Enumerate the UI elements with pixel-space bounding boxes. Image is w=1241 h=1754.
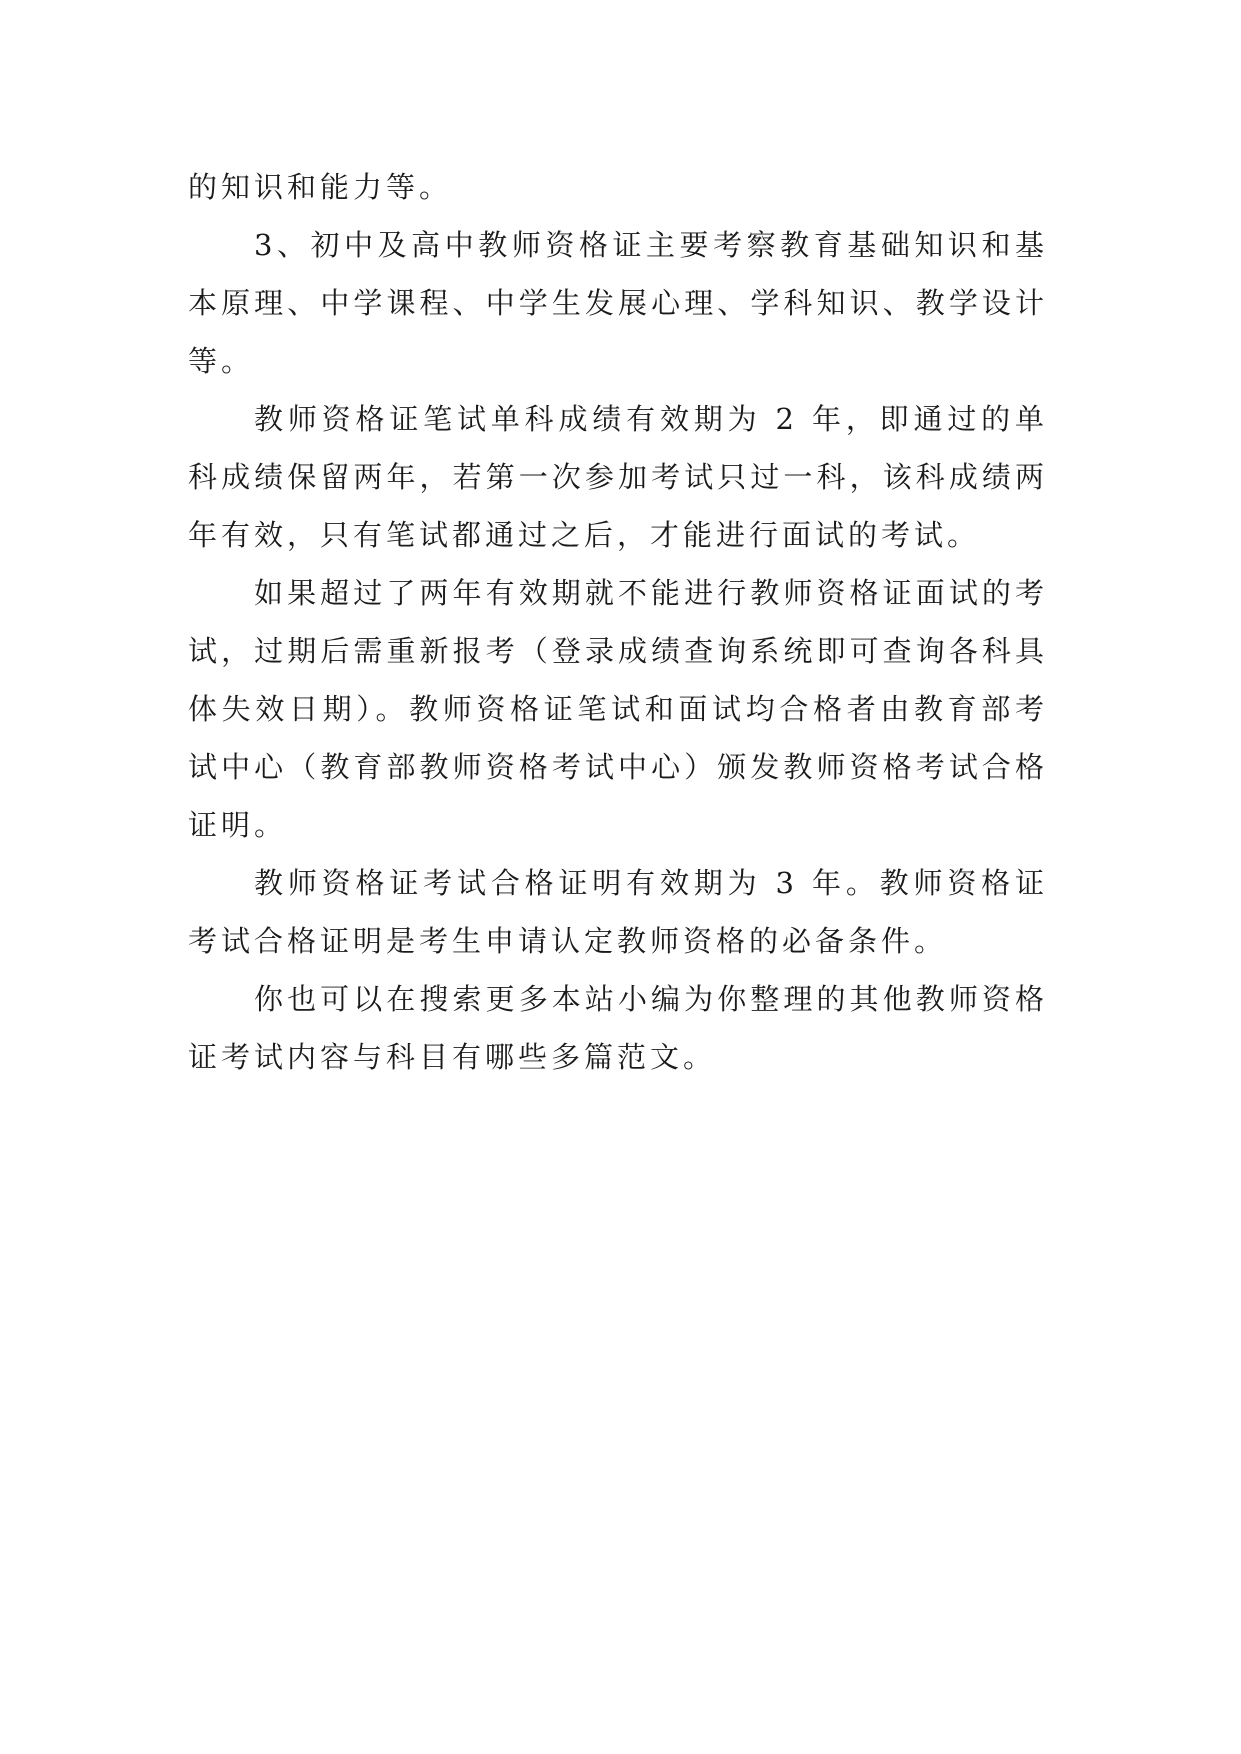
paragraph-expiry-and-certificate: 如果超过了两年有效期就不能进行教师资格证面试的考试，过期后需重新报考（登录成绩查询系统即可查询各科具体失效日期）。教师资格证笔试和面试均合格者由教育部考试中心（教育部教师资格考试中心）颁发教师资格考试合格证明。: [188, 576, 1048, 842]
document-body: [188, 158, 1048, 1086]
paragraph-certificate-validity: 教师资格证考试合格证明有效期为 3 年。教师资格证考试合格证明是考生申请认定教师资格的必备条件。: [188, 866, 1048, 958]
paragraph-written-score-validity: 教师资格证笔试单科成绩有效期为 2 年，即通过的单科成绩保留两年，若第一次参加考试只过一科，该科成绩两年有效，只有笔试都通过之后，才能进行面试的考试。: [188, 402, 1048, 552]
paragraph-continuation: 的知识和能力等。: [188, 170, 453, 204]
paragraph-closing-note: 你也可以在搜索更多本站小编为你整理的其他教师资格证考试内容与科目有哪些多篇范文。: [188, 982, 1048, 1074]
paragraph-middle-high-school-exam: 3、初中及高中教师资格证主要考察教育基础知识和基本原理、中学课程、中学生发展心理、学科知识、教学设计等。: [188, 228, 1048, 378]
